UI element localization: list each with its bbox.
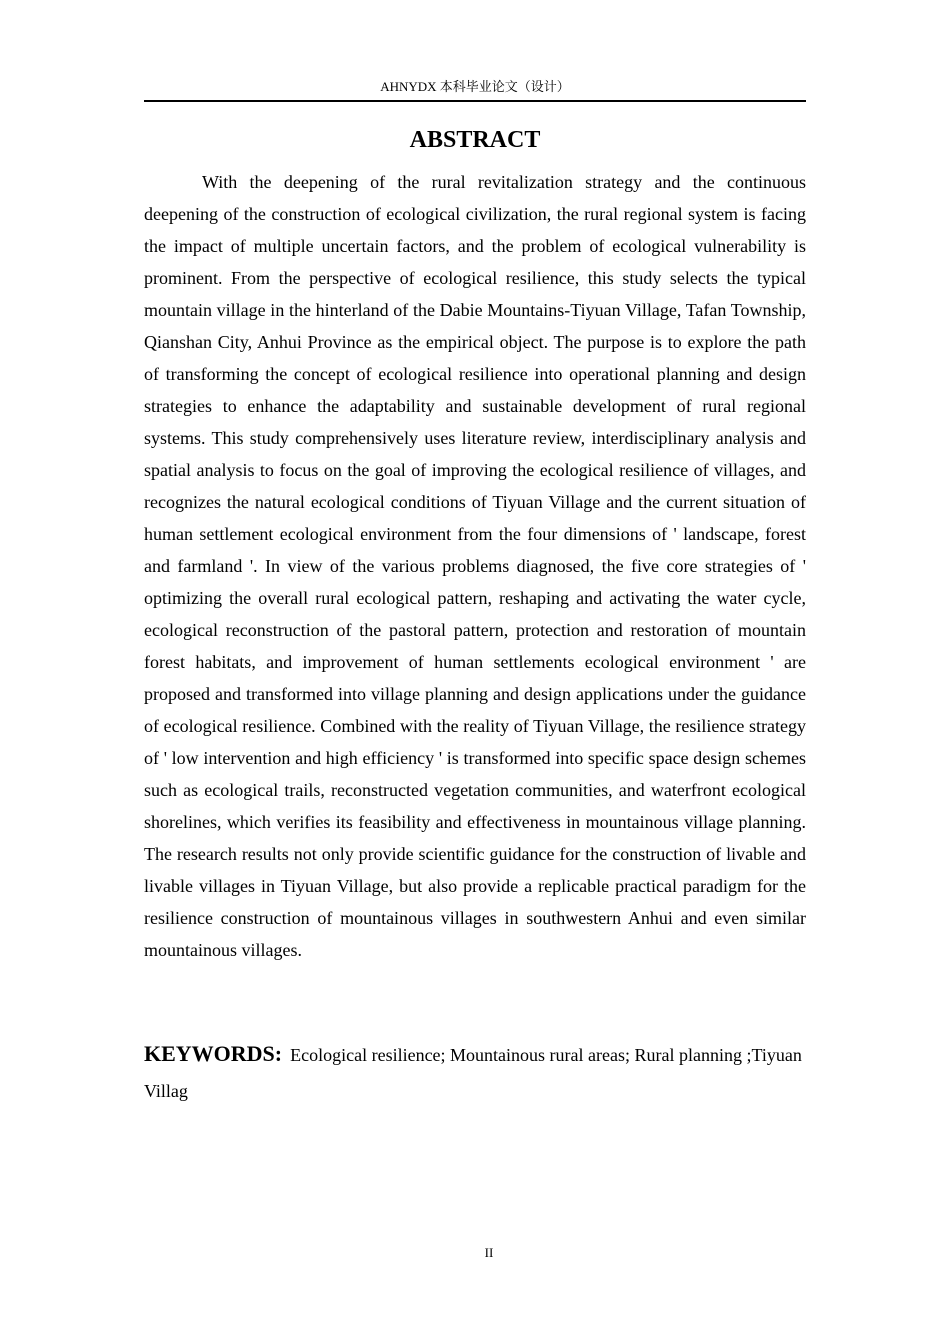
running-header: AHNYDX 本科毕业论文（设计） <box>380 79 570 94</box>
page-number: II <box>484 1245 494 1260</box>
header-rule <box>144 100 806 102</box>
abstract-body: With the deepening of the rural revitalization strategy and the continuous deepening of the construction of ecological civilization, the rural regional system is facing the impact of multiple uncertain factors, and the problem of ecological vulnerability is prominent. From the perspective of ecological resilience, this study selects the typical mountain village in the hinterland of the Dabie Mountains-Tiyuan Village, Tafan Township, Qianshan City, Anhui Province as the empirical object. The purpose is to explore the path of transforming the concept of ecological resilience into operational planning and design strategies to enhance the adaptability and sustainable development of rural regional systems. This study comprehensively uses literature review, interdisciplinary analysis and spatial analysis to focus on the goal of improving the ecological resilience of villages, and recognizes the natural ecological conditions of Tiyuan Village and the current situation of human settlement ecological environment from the four dimensions of ' landscape, forest and farmland '. In view of the various problems diagnosed, the five core strategies of ' optimizing the overall rural ecological pattern, reshaping and activating the water cycle, ecological reconstruction of the pastoral pattern, protection and restoration of mountain forest habitats, and improvement of human settlements ecological environment ' are proposed and transformed into village planning and design applications under the guidance of ecological resilience. Combined with the reality of Tiyuan Village, the resilience strategy of ' low intervention and high efficiency ' is transformed into specific space design schemes such as ecological trails, reconstructed vegetation communities, and waterfront ecological shorelines, which verifies its feasibility and effectiveness in mountainous village planning. The research results not only provide scientific guidance for the construction of livable and livable villages in Tiyuan Village, but also provide a replicable practical paradigm for the resilience construction of mountainous villages in southwestern Anhui and even similar mountainous villages. <box>144 172 806 960</box>
keywords-section <box>144 1036 806 1109</box>
keywords-text: Ecological resilience; Mountainous rural areas; Rural planning ;Tiyuan Villag <box>144 1045 802 1101</box>
abstract-title: ABSTRACT <box>409 127 541 153</box>
keywords-label: KEYWORDS: <box>144 1041 283 1066</box>
